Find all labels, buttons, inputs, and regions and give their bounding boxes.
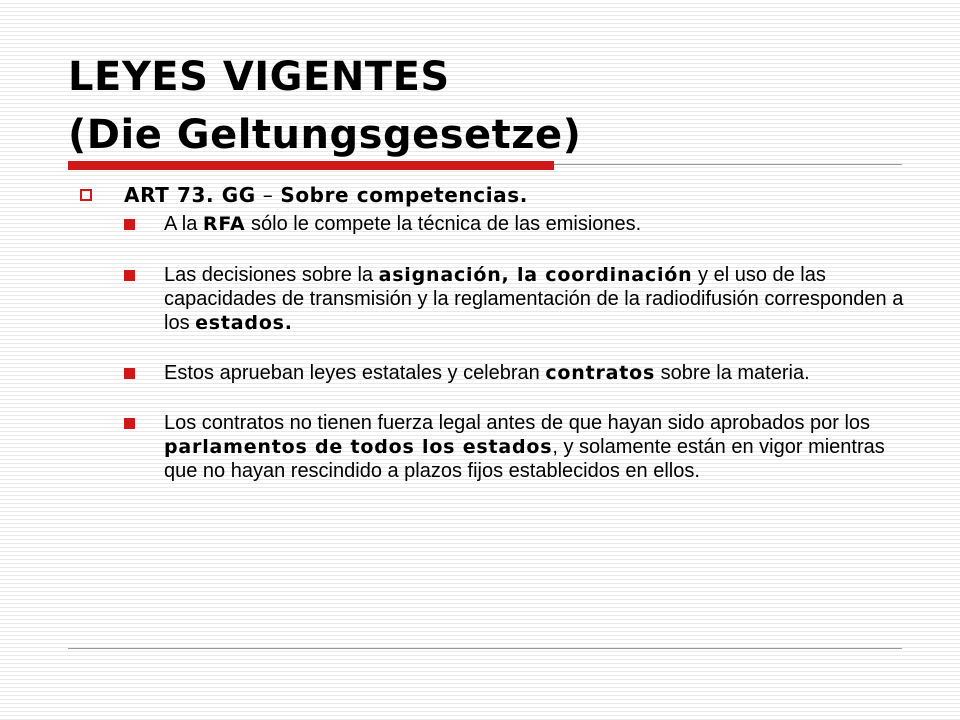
- bullet-list: [68, 212, 908, 483]
- slide-title-line-1: LEYES VIGENTES: [68, 54, 450, 100]
- text-run: y el uso de las capacidades de transmisión y la reglamentación de la radiodifusión corresponden a los: [164, 264, 904, 334]
- emphasis-text: estados.: [195, 312, 293, 334]
- title-underline-accent: [68, 161, 554, 170]
- list-item: [68, 411, 908, 483]
- title-underline-rule: [554, 164, 902, 165]
- text-run: , y solamente están en vigor mientras que no hayan rescindido a plazos fijos establecidos en ellos.: [164, 436, 885, 482]
- list-item-text: [164, 212, 908, 236]
- text-run: Estos aprueban leyes estatales y celebran: [164, 362, 546, 384]
- heading-item: [68, 178, 908, 212]
- slide-body: [68, 178, 908, 509]
- heading-separator: –: [255, 183, 281, 207]
- footer-rule: [68, 648, 902, 649]
- emphasis-text: contratos: [545, 362, 656, 384]
- list-item: [68, 212, 908, 236]
- list-item: [68, 263, 908, 335]
- emphasis-text: RFA: [202, 213, 246, 235]
- list-item: [68, 361, 908, 385]
- square-bullet-icon: [124, 219, 135, 230]
- text-run: sobre la materia.: [655, 362, 810, 384]
- list-item-text: [164, 411, 908, 483]
- text-run: A la: [164, 213, 203, 235]
- square-bullet-icon: [124, 368, 135, 379]
- list-item-text: [164, 361, 908, 385]
- text-run: sólo le compete la técnica de las emisiones.: [245, 213, 642, 235]
- square-bullet-icon: [124, 270, 135, 281]
- square-bullet-icon: [124, 418, 135, 429]
- list-item-text: [164, 263, 908, 335]
- slide-title-line-2: (Die Geltungsgesetze): [68, 112, 582, 158]
- slide-title: [68, 48, 908, 164]
- emphasis-text: asignación, la coordinación: [378, 264, 693, 286]
- emphasis-text: parlamentos de todos los estados: [164, 436, 553, 458]
- text-run: Las decisiones sobre la: [164, 264, 379, 286]
- heading-text: [124, 178, 908, 212]
- hollow-square-bullet-icon: [80, 189, 92, 201]
- text-run: Los contratos no tienen fuerza legal antes de que hayan sido aprobados por los: [164, 412, 871, 434]
- heading-topic: Sobre competencias.: [280, 183, 528, 207]
- heading-label: ART 73. GG: [124, 183, 256, 207]
